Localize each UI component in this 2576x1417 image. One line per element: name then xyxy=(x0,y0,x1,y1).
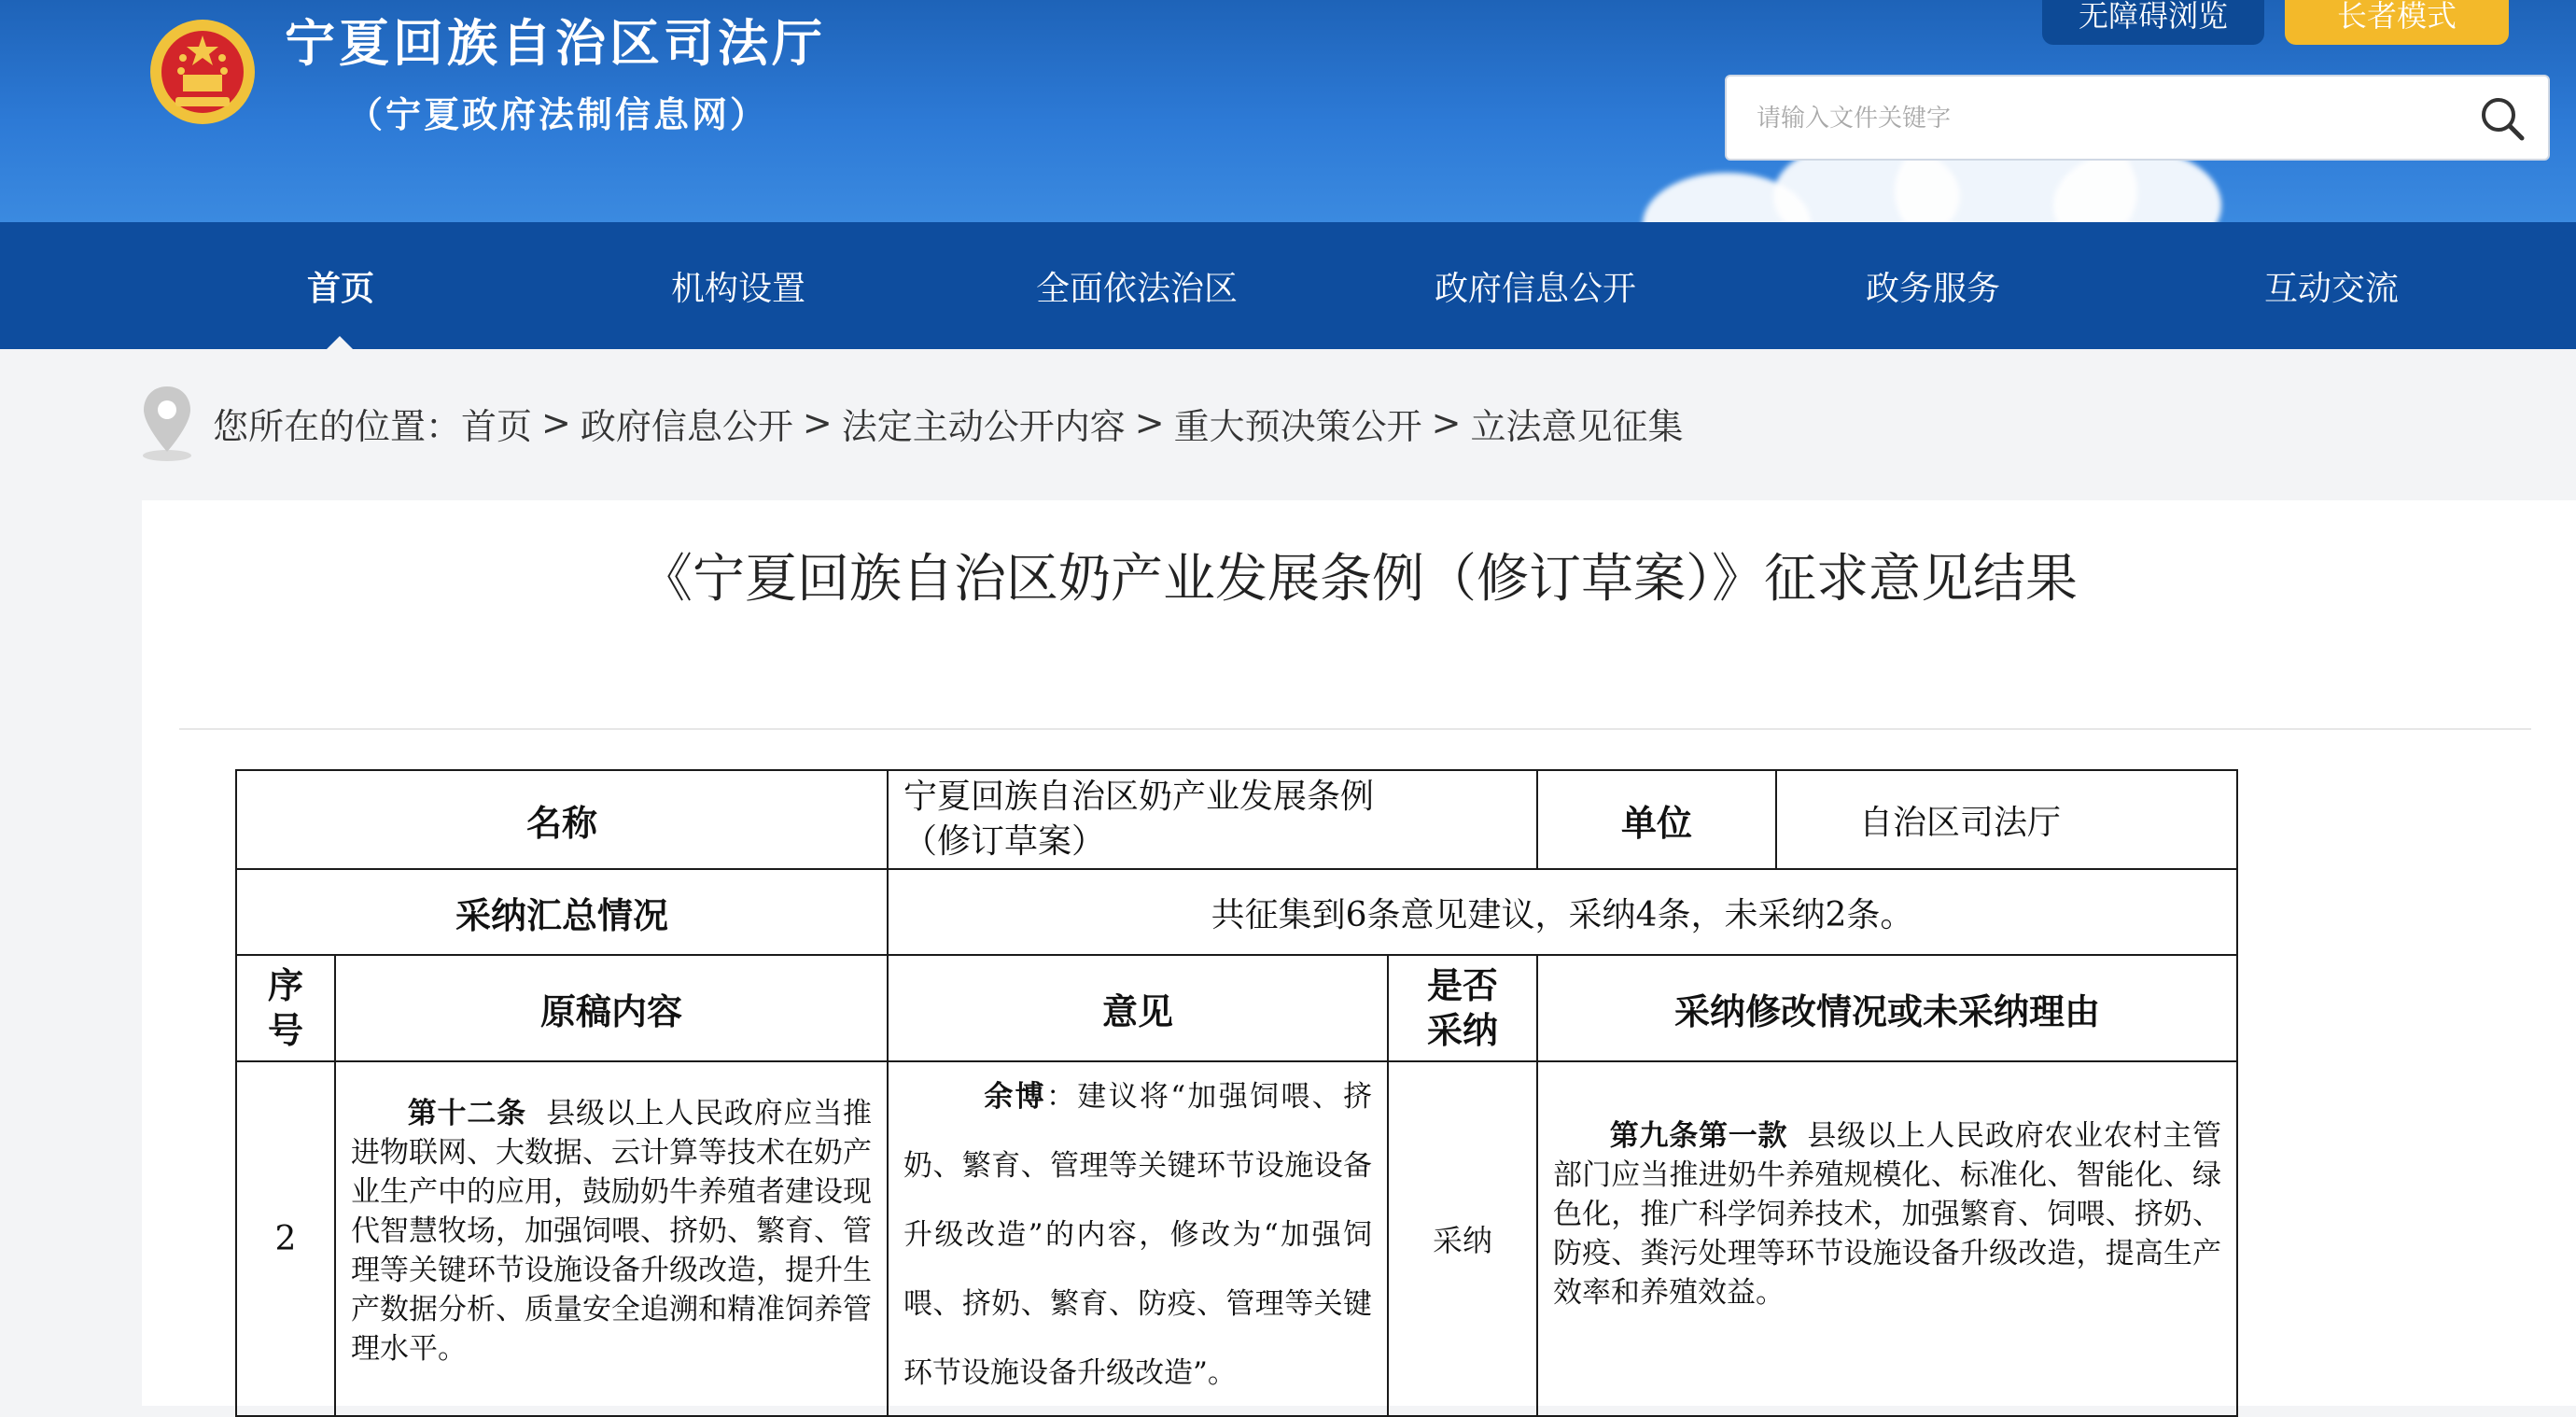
row-opinion-text: ：建议将“加强饲喂、挤奶、繁育、管理等关键环节设施设备升级改造”的内容，修改为“加强饲喂、挤奶、繁育、防疫、管理等关键环节设施设备升级改造”。 xyxy=(903,1080,1373,1390)
name-value-line2: （修订草案） xyxy=(903,822,1106,861)
table-row xyxy=(236,1061,2237,1416)
column-header-opinion: 意见 xyxy=(888,955,1388,1061)
column-header-adopted xyxy=(1388,955,1537,1061)
search-icon[interactable] xyxy=(2479,95,2526,142)
national-emblem-icon xyxy=(147,17,258,127)
column-header-seq-line2: 号 xyxy=(267,1009,303,1051)
breadcrumb-separator: > xyxy=(541,402,571,443)
breadcrumb-item-legislative-opinions[interactable]: 立法意见征集 xyxy=(1470,405,1684,447)
nav-item-organization[interactable]: 机构设置 xyxy=(670,269,805,308)
breadcrumb-prefix: 您所在的位置： xyxy=(213,405,462,447)
unit-label: 单位 xyxy=(1537,770,1776,869)
row-seq: 2 xyxy=(236,1061,335,1416)
column-header-original: 原稿内容 xyxy=(335,955,888,1061)
nav-item-info-disclosure[interactable]: 政府信息公开 xyxy=(1434,269,1636,308)
site-subtitle: （宁夏政府法制信息网） xyxy=(347,93,769,135)
search-input[interactable] xyxy=(1755,77,2468,161)
column-header-reason: 采纳修改情况或未采纳理由 xyxy=(1537,955,2237,1061)
article-divider xyxy=(179,728,2531,730)
breadcrumb-separator: > xyxy=(1431,402,1462,443)
name-label: 名称 xyxy=(236,770,888,869)
row-original-article: 第十二条 xyxy=(407,1097,526,1130)
barrier-free-button[interactable]: 无障碍浏览 xyxy=(2042,0,2264,45)
breadcrumb-item-home[interactable]: 首页 xyxy=(461,405,533,447)
breadcrumb-item-info-disclosure[interactable]: 政府信息公开 xyxy=(580,405,793,447)
search-box xyxy=(1725,75,2550,161)
column-header-adopted-line1: 是否 xyxy=(1426,964,1498,1006)
active-nav-indicator xyxy=(327,336,353,349)
name-value-line1: 宁夏回族自治区奶产业发展条例 xyxy=(903,778,1375,816)
row-reason-article: 第九条第一款 xyxy=(1609,1119,1788,1153)
nav-item-gov-services[interactable]: 政务服务 xyxy=(1865,269,2000,308)
opinion-results-table xyxy=(235,769,2238,1417)
row-opinion-author: 余博 xyxy=(982,1080,1046,1114)
column-header-adopted-line2: 采纳 xyxy=(1426,1009,1498,1051)
breadcrumb-item-major-decisions[interactable]: 重大预决策公开 xyxy=(1173,405,1422,447)
name-value xyxy=(888,770,1537,869)
row-reason-text: 县级以上人民政府农业农村主管部门应当推进奶牛养殖规模化、标准化、智能化、绿色化，推广科学饲养技术，加强繁育、饲喂、挤奶、防疫、粪污处理等环节设施设备升级改造，提高生产效率和养殖效益。 xyxy=(1553,1119,2222,1310)
summary-value: 共征集到6条意见建议，采纳4条，未采纳2条。 xyxy=(888,869,2237,955)
main-nav xyxy=(0,222,2576,349)
elder-mode-button[interactable]: 长者模式 xyxy=(2285,0,2509,45)
column-header-seq xyxy=(236,955,335,1061)
row-original-text: 县级以上人民政府应当推进物联网、大数据、云计算等技术在奶产业生产中的应用，鼓励奶牛养殖者建设现代智慧牧场，加强饲喂、挤奶、繁育、管理等关键环节设施设备升级改造，提升生产数据分析、质量安全追溯和精准饲养管理水平。 xyxy=(351,1097,872,1366)
article-title: 《宁夏回族自治区奶产业发展条例（修订草案）》征求意见结果 xyxy=(640,549,2078,610)
row-original-content xyxy=(335,1061,888,1416)
summary-label: 采纳汇总情况 xyxy=(236,869,888,955)
nav-item-interaction[interactable]: 互动交流 xyxy=(2263,269,2399,308)
site-header xyxy=(0,0,2576,222)
nav-item-home[interactable]: 首页 xyxy=(306,269,374,308)
location-pin-icon xyxy=(140,385,194,463)
site-title: 宁夏回族自治区司法厅 xyxy=(285,13,826,73)
breadcrumb xyxy=(213,392,1683,454)
column-header-seq-line1: 序 xyxy=(267,964,303,1006)
row-adopted: 采纳 xyxy=(1388,1061,1537,1416)
row-reason xyxy=(1537,1061,2237,1416)
nav-item-rule-of-law[interactable]: 全面依法治区 xyxy=(1035,269,1238,308)
unit-value: 自治区司法厅 xyxy=(1776,770,2237,869)
breadcrumb-item-statutory-content[interactable]: 法定主动公开内容 xyxy=(841,405,1126,447)
row-opinion xyxy=(888,1061,1388,1416)
breadcrumb-separator: > xyxy=(802,402,833,443)
breadcrumb-separator: > xyxy=(1134,402,1165,443)
